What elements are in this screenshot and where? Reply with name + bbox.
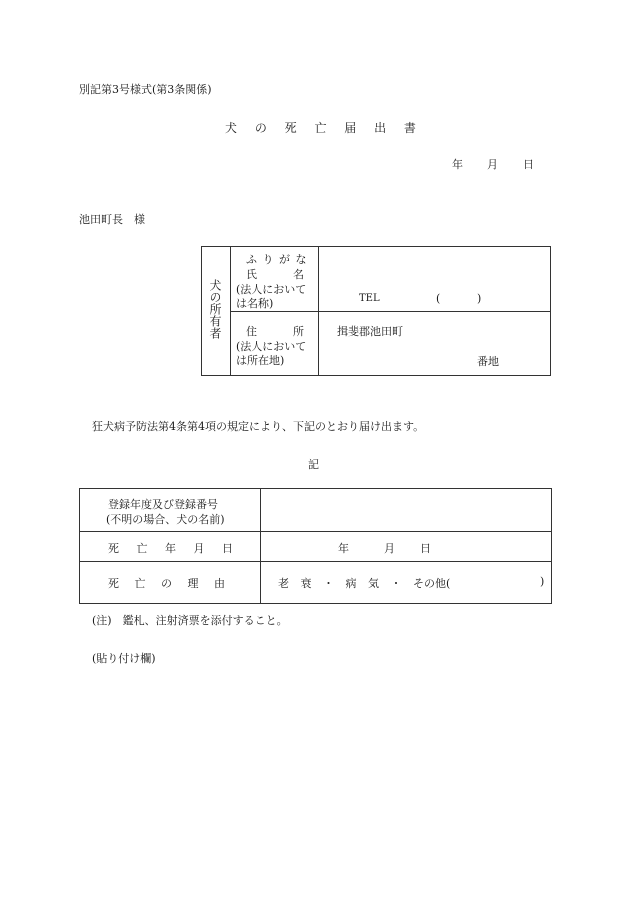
address-suffix: 番地 <box>477 355 499 368</box>
registration-note: (不明の場合、犬の名前) <box>106 513 225 526</box>
name-note-1: (法人において <box>236 283 307 296</box>
declaration-text: 狂犬病予防法第4条第4項の規定により、下記のとおり届け出ます。 <box>92 420 425 433</box>
attachment-note: (注) 鑑札、注射済票を添付すること。 <box>92 614 288 627</box>
address-note-1: (法人において <box>236 340 307 353</box>
owner-side-label: 犬の所有者 <box>208 279 222 339</box>
detail-table <box>79 488 552 604</box>
owner-name-field[interactable] <box>319 247 550 311</box>
address-label-1: 住 <box>246 325 257 338</box>
addressee: 池田町長 様 <box>79 213 145 226</box>
tel-paren-close: ) <box>477 292 482 305</box>
form-title: 犬 の 死 亡 届 出 書 <box>225 121 416 135</box>
name-label-1: 氏 <box>246 268 257 281</box>
name-label-2: 名 <box>293 268 304 281</box>
death-date-label: 死 亡 年 月 日 <box>108 542 233 555</box>
death-reason-options: 老 衰 ・ 病 気 ・ その他( <box>278 577 451 590</box>
date-month-label: 月 <box>487 158 498 171</box>
form-reference: 別記第3号様式(第3条関係) <box>79 83 212 96</box>
name-note-2: は名称) <box>236 297 274 310</box>
death-date-year: 年 <box>338 542 349 555</box>
death-date-month: 月 <box>384 542 395 555</box>
address-prefix: 揖斐郡池田町 <box>337 325 403 338</box>
death-date-field[interactable] <box>261 532 551 561</box>
furigana-label: ふ り が な <box>246 253 307 266</box>
death-reason-label: 死 亡 の 理 由 <box>108 577 225 590</box>
owner-table <box>201 246 551 376</box>
address-note-2: は所在地) <box>236 354 285 367</box>
registration-label: 登録年度及び登録番号 <box>108 498 218 511</box>
date-year-label: 年 <box>452 158 463 171</box>
attachment-area-label: (貼り付け欄) <box>92 652 156 665</box>
date-day-label: 日 <box>523 158 534 171</box>
ki-heading: 記 <box>308 458 319 471</box>
tel-label: TEL <box>359 293 380 304</box>
tel-paren-open: ( <box>436 292 441 305</box>
registration-field[interactable] <box>261 489 551 531</box>
owner-address-field[interactable] <box>319 312 550 375</box>
address-label-2: 所 <box>293 325 304 338</box>
death-date-day: 日 <box>420 542 431 555</box>
death-reason-close: ) <box>540 575 545 588</box>
